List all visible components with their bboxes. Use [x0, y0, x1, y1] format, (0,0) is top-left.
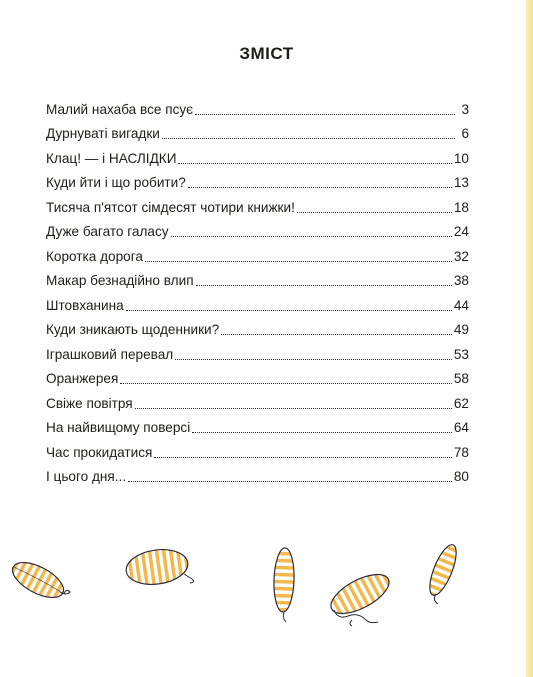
dot-leader — [188, 187, 452, 188]
toc-entry-title: Свіже повітря — [46, 395, 133, 411]
toc-entry — [46, 118, 469, 143]
toc-entry-title: Куди йти і що робити? — [46, 175, 186, 190]
toc-entry-title: Тисяча п'ятсот сімдесят чотири книжки! — [46, 199, 295, 215]
toc-entry — [46, 314, 469, 339]
toc-entry — [46, 289, 469, 314]
toc-entry-title: На найвищому поверсі — [46, 420, 191, 435]
toc-entry — [46, 412, 469, 437]
toc-entry-title: Оранжерея — [46, 371, 119, 386]
toc-entry-page-number: 10 — [453, 150, 469, 166]
striped-leaf-icon — [7, 555, 70, 604]
toc-entry-title: Іграшковий перевал — [46, 346, 174, 362]
toc-entry-page-number: 18 — [453, 199, 469, 215]
dot-leader — [154, 457, 451, 458]
toc-entry — [46, 142, 469, 167]
toc-entry — [46, 265, 469, 290]
toc-entry-title: Клац! — і НАСЛІДКИ — [46, 150, 177, 166]
toc-entry-title: І цього дня... — [46, 469, 127, 484]
toc-entry-title: Дуже багато галасу — [46, 224, 169, 239]
toc-entry-title: Малий нахаба все псує — [46, 101, 194, 117]
toc-entry-page-number: 64 — [453, 420, 469, 435]
toc-entry-page-number: 24 — [453, 224, 469, 239]
leaves-decoration — [0, 530, 533, 677]
striped-leaf-icon — [425, 542, 462, 604]
striped-leaf-icon — [124, 546, 194, 588]
toc-entry — [46, 387, 469, 412]
toc-entry — [46, 240, 469, 265]
toc-entry — [46, 216, 469, 241]
toc-entry — [46, 461, 469, 486]
dot-leader — [175, 359, 452, 360]
page-title: ЗМІСТ — [239, 44, 294, 63]
toc-entry-page-number: 58 — [453, 371, 469, 386]
dot-leader — [297, 212, 452, 213]
dot-leader — [135, 408, 452, 409]
toc-entry-title: Час прокидатися — [46, 444, 153, 460]
dot-leader — [126, 310, 452, 311]
dot-leader — [178, 163, 451, 164]
dot-leader — [195, 114, 455, 115]
dot-leader — [120, 383, 452, 384]
toc-entry-page-number: 80 — [453, 469, 469, 484]
toc-entry-title: Штовханина — [46, 297, 124, 313]
toc-entry-page-number: 38 — [453, 273, 469, 288]
striped-leaf-icon — [325, 567, 395, 626]
dot-leader — [171, 236, 452, 237]
toc-entry-page-number: 13 — [453, 175, 469, 190]
toc-entry — [46, 191, 469, 216]
striped-leaf-icon — [273, 548, 295, 622]
toc-entry-page-number: 32 — [453, 248, 469, 264]
table-of-contents — [46, 93, 469, 485]
dot-leader — [192, 432, 452, 433]
toc-entry-page-number: 62 — [453, 395, 469, 411]
toc-entry-title: Макар безнадійно влип — [46, 273, 194, 288]
dot-leader — [196, 285, 452, 286]
dot-leader — [162, 138, 455, 139]
dot-leader — [221, 334, 452, 335]
toc-entry-title: Дурнуваті вигадки — [46, 126, 160, 141]
toc-entry — [46, 338, 469, 363]
toc-entry-title: Куди зникають щоденники? — [46, 322, 220, 337]
toc-entry-page-number: 3 — [461, 101, 469, 117]
toc-entry — [46, 93, 469, 118]
toc-entry-title: Коротка дорога — [46, 248, 143, 264]
toc-entry-page-number: 44 — [453, 297, 469, 313]
toc-entry-page-number: 49 — [453, 322, 469, 337]
dot-leader — [128, 481, 452, 482]
toc-entry — [46, 436, 469, 461]
toc-entry-page-number: 78 — [453, 444, 469, 460]
dot-leader — [145, 261, 452, 262]
toc-entry — [46, 167, 469, 192]
toc-entry-page-number: 53 — [453, 346, 469, 362]
toc-entry-page-number: 6 — [461, 126, 469, 141]
toc-entry — [46, 363, 469, 388]
